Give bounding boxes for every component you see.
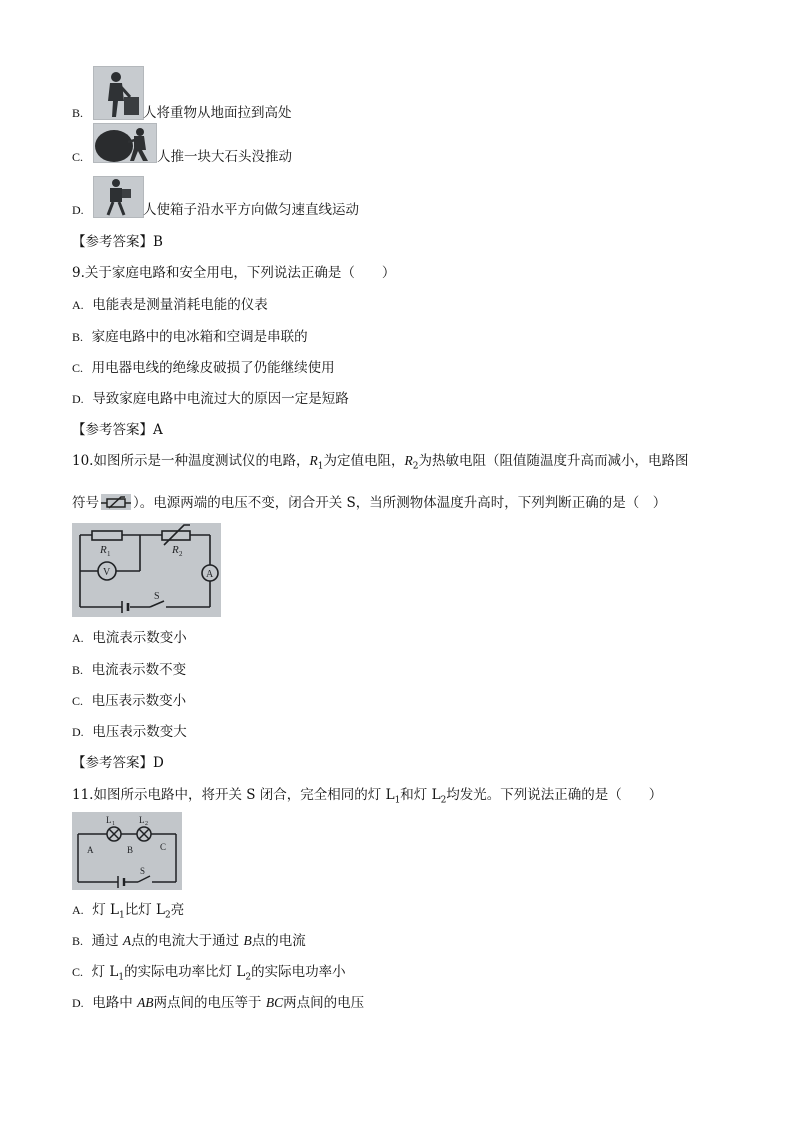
- q10-circuit-diagram: [72, 523, 221, 617]
- q8-option-d-text: 人使箱子沿水平方向做匀速直线运动: [143, 202, 359, 218]
- l2-label-sub: 2: [145, 821, 148, 827]
- q8-option-c: C.: [72, 150, 84, 164]
- q10-option-d: D. 电压表示数变大: [72, 724, 187, 740]
- q10-option-b: B. 电流表示数不变: [72, 662, 187, 678]
- point-c-label: C: [160, 842, 167, 852]
- point-b-label: B: [127, 845, 134, 855]
- q10-stem-line2: 符号 ）。电源两端的电压不变，闭合开关 S，当所测物体温度升高时，下列判断正确的是（ ）: [72, 495, 667, 511]
- q8-option-b: [72, 104, 83, 122]
- person-carrying-box-picture: [93, 176, 144, 218]
- q8-option-d: D.: [72, 203, 84, 217]
- switch-label: S: [140, 866, 146, 876]
- r1-label: R: [100, 544, 107, 556]
- q9-option-a: A. 电能表是测量消耗电能的仪表: [72, 297, 268, 313]
- voltmeter-label: V: [103, 567, 111, 578]
- q11-option-d: D. 电路中 AB两点间的电压等于 BC两点间的电压: [72, 995, 365, 1011]
- person-pushing-stone-picture: [93, 123, 157, 163]
- person-lifting-weight-picture: [93, 66, 144, 120]
- q10-answer: 【参考答案】D: [72, 755, 164, 771]
- l1-label-sub: 1: [112, 821, 115, 827]
- q11-circuit-diagram: [72, 812, 182, 890]
- q11-stem: 11.如图所示电路中，将开关 S 闭合，完全相同的灯 $L_1$和灯 $L_2$均发光。下列说法正确的是（ ）: [72, 787, 663, 806]
- switch-label: S: [154, 591, 160, 602]
- q11-option-a: A. 灯 $L_1$比灯 $L_2$亮: [72, 902, 185, 921]
- r2-label-sub: 2: [179, 550, 183, 558]
- r2-label: R: [172, 544, 179, 556]
- q10-option-c: C. 电压表示数变小: [72, 693, 187, 709]
- l1-label: L: [106, 815, 112, 825]
- q9-option-b: B. 家庭电路中的电冰箱和空调是串联的: [72, 329, 308, 345]
- q11-option-b: B. 通过 A点的电流大于通过 B点的电流: [72, 933, 306, 949]
- ammeter-label: A: [206, 569, 214, 580]
- q10-stem-line1: 10.如图所示是一种温度测试仪的电路，$R_1$为定值电阻，$R_2$为热敏电阻（阻值随温度升高而减小，电路图: [72, 453, 689, 472]
- point-a-label: A: [87, 845, 94, 855]
- q10-option-a: A. 电流表示数变小: [72, 630, 187, 646]
- q8-answer: 【参考答案】B: [72, 234, 163, 250]
- q9-option-c: C. 用电器电线的绝缘皮破损了仍能继续使用: [72, 360, 335, 376]
- q8-option-c-text: 人推一块大石头没推动: [157, 149, 292, 165]
- l2-label: L: [139, 815, 145, 825]
- q8-option-b-text: 人将重物从地面拉到高处: [143, 105, 292, 121]
- q9-option-d: D. 导致家庭电路中电流过大的原因一定是短路: [72, 391, 349, 407]
- option-letter: B.: [72, 106, 84, 120]
- q11-option-c: C. 灯 $L_1$的实际电功率比灯 $L_2$的实际电功率小: [72, 964, 346, 983]
- thermistor-symbol-icon: [101, 494, 131, 510]
- q9-stem: 9.关于家庭电路和安全用电，下列说法正确是（ ）: [72, 265, 396, 281]
- r1-label-sub: 1: [107, 550, 111, 558]
- q9-answer: 【参考答案】A: [72, 422, 163, 438]
